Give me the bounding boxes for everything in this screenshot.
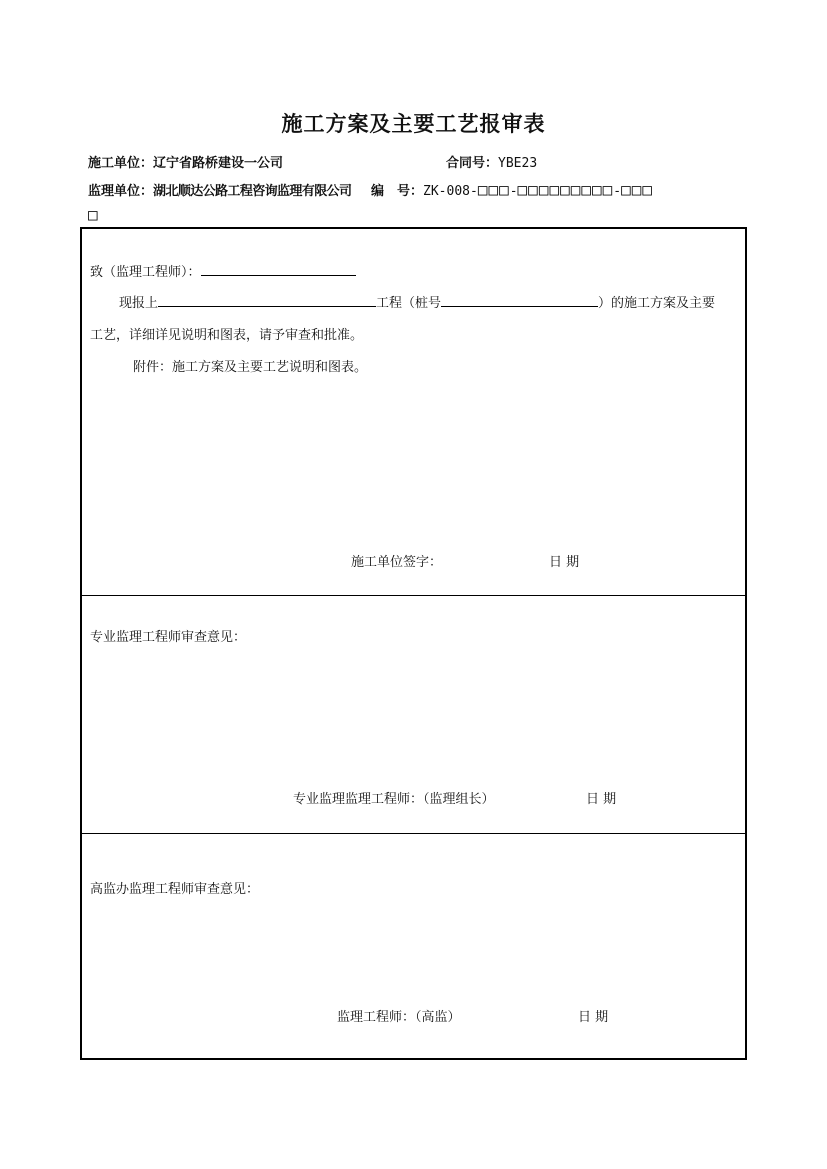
specialist-review-section — [82, 595, 745, 833]
chief-review-section — [82, 833, 745, 1060]
number-boxes-group-2: □□□□□□□□□ — [517, 180, 614, 199]
number-separator-1: - — [509, 184, 518, 199]
number-value: ZK-008- — [423, 184, 478, 199]
contractor-label: 施工单位： — [88, 156, 154, 171]
chief-opinion-heading: 高监办监理工程师审查意见： — [90, 882, 260, 897]
chief-date-label: 日 期 — [578, 1010, 609, 1025]
supervisor-value: 湖北顺达公路工程咨询监理有限公司 — [153, 184, 352, 199]
contractor-date-label: 日 期 — [549, 555, 580, 570]
submission-suffix: ）的施工方案及主要 — [598, 296, 716, 311]
addressee-blank[interactable] — [201, 261, 356, 276]
supervisor-line — [88, 180, 351, 199]
contractor-submission-section — [82, 229, 745, 595]
specialist-signature-label: 专业监理监理工程师：（监理组长） — [293, 792, 495, 807]
contractor-signature-label: 施工单位签字： — [351, 555, 443, 570]
chief-signature-label: 监理工程师：（高监） — [337, 1010, 461, 1025]
supervisor-label: 监理单位： — [88, 184, 154, 199]
station-no-blank[interactable] — [441, 292, 598, 307]
number-boxes-group-4: □ — [88, 205, 99, 224]
specialist-date-label: 日 期 — [586, 792, 617, 807]
number-boxes-group-3: □□□ — [621, 180, 653, 199]
addressee-line — [90, 261, 356, 280]
contractor-value: 辽宁省路桥建设一公司 — [153, 156, 284, 171]
contract-no-label: 合同号： — [446, 156, 499, 171]
number-line — [371, 180, 653, 199]
contract-no-line — [446, 152, 537, 171]
specialist-opinion-heading: 专业监理工程师审查意见： — [90, 630, 247, 645]
submission-line-1 — [119, 292, 715, 311]
submission-mid: 工程（桩号 — [376, 296, 442, 311]
project-name-blank[interactable] — [158, 292, 376, 307]
approval-form-table — [80, 227, 747, 1060]
form-title: 施工方案及主要工艺报审表 — [281, 112, 546, 136]
contract-no-value: YBE23 — [498, 156, 538, 171]
number-label: 编 号： — [371, 184, 424, 199]
number-separator-2: - — [613, 184, 622, 199]
submission-line-2: 工艺，详细详见说明和图表，请予审查和批准。 — [90, 328, 364, 343]
contractor-line — [88, 152, 283, 171]
number-line-wrap — [88, 205, 99, 224]
addressee-label: 致（监理工程师）： — [90, 265, 201, 280]
number-boxes-group-1: □□□ — [477, 180, 510, 199]
submission-prefix: 现报上 — [119, 296, 159, 311]
attachment-note: 附件：施工方案及主要工艺说明和图表。 — [133, 360, 368, 375]
